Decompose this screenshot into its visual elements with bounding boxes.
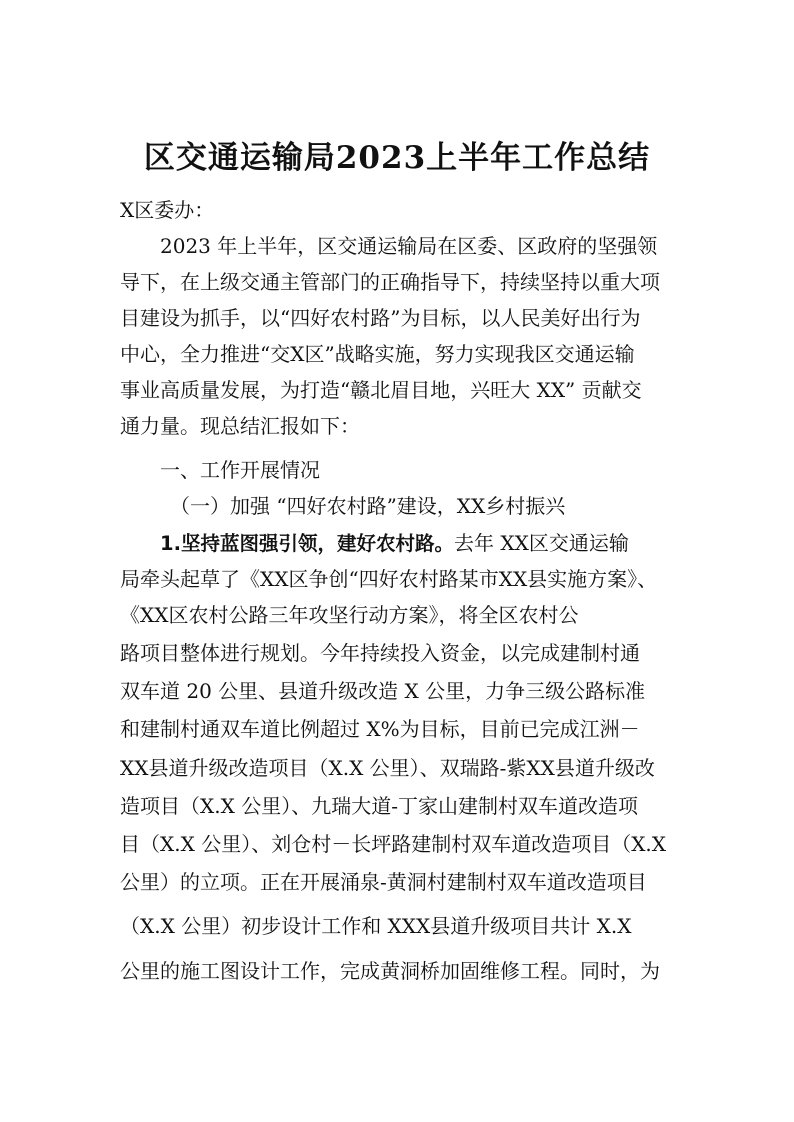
paragraph-line: 事业高质量发展，为打造“赣北眉目地，兴旺大 XX” 贡献交 [120, 378, 642, 402]
document-title: 区交通运输局2023上半年工作总结 [143, 140, 651, 176]
paragraph-line: 2023 年上半年，区交通运输局在区委、区政府的坚强领 [160, 234, 658, 258]
item-first-line [160, 527, 629, 556]
paragraph-line: 路项目整体进行规划。今年持续投入资金，以完成建制村通 [120, 641, 640, 665]
paragraph-line: XX县道升级改造项目（X.X 公里）、双瑞路-紫XX县道升级改 [120, 756, 655, 780]
paragraph-line: 中心，全力推进“交X区”战略实施，努力实现我区交通运输 [120, 342, 635, 366]
paragraph-line: 目（X.X 公里）、刘仓村－长坪路建制村双车道改造项目（X.X [120, 832, 667, 856]
paragraph-line: 公里）的立项。正在开展涌泉-黄洞村建制村双车道改造项目 [120, 870, 647, 894]
subsection-heading: （一）加强 “四好农村路”建设，XX乡村振兴 [170, 494, 566, 518]
paragraph-line: （X.X 公里）初步设计工作和 XXX县道升级项目共计 X.X [120, 914, 632, 938]
paragraph-line: 造项目（X.X 公里）、九瑞大道-丁家山建制村双车道改造项 [120, 794, 638, 818]
paragraph-line: 公里的施工图设计工作，完成黄洞桥加固维修工程。同时，为 [120, 959, 660, 983]
paragraph-line: 和建制村通双车道比例超过 X%为目标，目前已完成江洲－ [120, 717, 640, 741]
paragraph-line: 双车道 20 公里、县道升级改造 X 公里，力争三级公路标准 [120, 679, 646, 703]
paragraph-line: 导下，在上级交通主管部门的正确指导下，持续坚持以重大项 [120, 270, 660, 294]
paragraph-line: 《XX区农村公路三年攻坚行动方案》，将全区农村公 [120, 603, 579, 627]
salutation: X区委办： [120, 198, 215, 222]
paragraph-line: 局牵头起草了《XX区争创“四好农村路某市XX县实施方案》、 [120, 567, 658, 591]
item-bold-heading: 1.坚持蓝图强引领，建好农村路。 [160, 532, 454, 555]
paragraph-line: 目建设为抓手，以“四好农村路”为目标，以人民美好出行为 [120, 306, 641, 330]
section-heading: 一、工作开展情况 [160, 458, 320, 482]
item-text: 去年 XX区交通运输 [453, 531, 629, 555]
paragraph-line: 通力量。现总结汇报如下： [120, 414, 360, 438]
